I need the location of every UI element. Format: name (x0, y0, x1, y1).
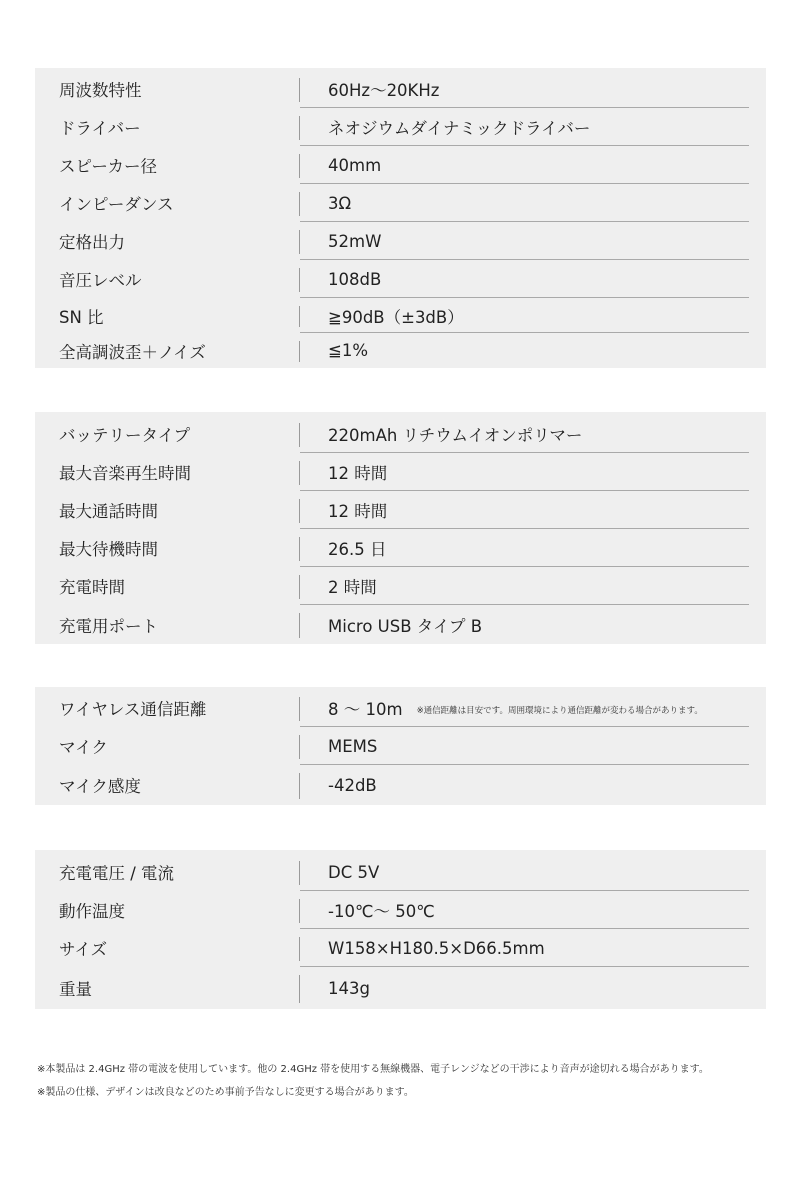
footnote: ※本製品は 2.4GHz 帯の電波を使用しています。他の 2.4GHz 帯を使用する無線機器、電子レンジなどの干渉により音声が途切れる場合があります。 (37, 1064, 709, 1075)
spec-value: 52mW (328, 231, 382, 251)
spec-value: -10℃～ 50℃ (328, 902, 435, 921)
spec-label: 最大通話時間 (59, 502, 158, 521)
spec-value (328, 689, 703, 727)
spec-row (35, 529, 766, 567)
spec-label: マイク (59, 738, 108, 757)
spec-note: ※通信距離は目安です。周囲環境により通信距離が変わる場合があります。 (416, 706, 703, 716)
spec-label: 最大待機時間 (59, 540, 158, 559)
footnote: ※製品の仕様、デザインは改良などのため事前予告なしに変更する場合があります。 (37, 1087, 414, 1098)
spec-value: -42dB (328, 775, 377, 795)
spec-value: ≧90dB（±3dB） (328, 307, 464, 327)
spec-label: 重量 (59, 980, 92, 999)
spec-label: 音圧レベル (59, 271, 142, 290)
spec-value: 3Ω (328, 193, 352, 213)
spec-value: 108dB (328, 269, 382, 289)
spec-label: バッテリータイプ (59, 426, 191, 445)
spec-row (35, 689, 766, 727)
spec-value-text: 8 ～ 10m (328, 700, 403, 719)
spec-row (35, 929, 766, 967)
spec-label: 全高調波歪＋ノイズ (59, 342, 206, 362)
spec-label: ドライバー (59, 119, 141, 138)
spec-label: 充電電圧 / 電流 (59, 864, 175, 883)
spec-table-acoustic (35, 68, 766, 368)
spec-label: マイク感度 (59, 777, 141, 796)
spec-value: ネオジウムダイナミックドライバー (328, 119, 591, 138)
spec-label: ワイヤレス通信距離 (59, 700, 207, 719)
spec-label: 動作温度 (59, 902, 125, 921)
spec-row (35, 108, 766, 146)
spec-value: MEMS (328, 736, 378, 756)
footnotes (37, 1058, 777, 1104)
spec-row (35, 567, 766, 605)
spec-label: 最大音楽再生時間 (59, 464, 191, 483)
spec-label: 充電時間 (59, 578, 125, 597)
spec-value: 2 時間 (328, 578, 377, 597)
spec-table-wireless (35, 687, 766, 805)
spec-value: 26.5 日 (328, 540, 387, 559)
spec-row (35, 765, 766, 805)
spec-row (35, 453, 766, 491)
spec-table-battery (35, 412, 766, 644)
spec-value: Micro USB タイプ B (328, 616, 483, 636)
spec-row (35, 184, 766, 222)
spec-row (35, 605, 766, 644)
spec-row (35, 891, 766, 929)
spec-value: ≦1% (328, 341, 369, 360)
spec-label: 充電用ポート (59, 616, 158, 636)
spec-row (35, 333, 766, 368)
spec-value: 12 時間 (328, 502, 388, 521)
spec-value: 12 時間 (328, 464, 388, 483)
spec-table-physical (35, 850, 766, 1009)
spec-value: 220mAh リチウムイオンポリマー (328, 426, 583, 445)
spec-row (35, 70, 766, 108)
spec-label: インピーダンス (59, 195, 174, 214)
spec-value: 60Hz～20KHz (328, 81, 440, 100)
spec-row (35, 967, 766, 1009)
spec-value: DC 5V (328, 862, 380, 882)
spec-value: 143g (328, 978, 370, 998)
spec-label: 周波数特性 (59, 81, 142, 100)
spec-value: 40mm (328, 155, 382, 175)
spec-row (35, 260, 766, 298)
spec-row (35, 491, 766, 529)
spec-row (35, 727, 766, 765)
spec-label: 定格出力 (59, 233, 125, 252)
spec-row (35, 298, 766, 333)
spec-label: サイズ (59, 940, 108, 959)
spec-row (35, 415, 766, 453)
spec-row (35, 146, 766, 184)
spec-label: SN 比 (59, 307, 104, 327)
spec-label: スピーカー径 (59, 157, 158, 176)
spec-row (35, 853, 766, 891)
spec-value: W158×H180.5×D66.5mm (328, 938, 545, 958)
spec-row (35, 222, 766, 260)
